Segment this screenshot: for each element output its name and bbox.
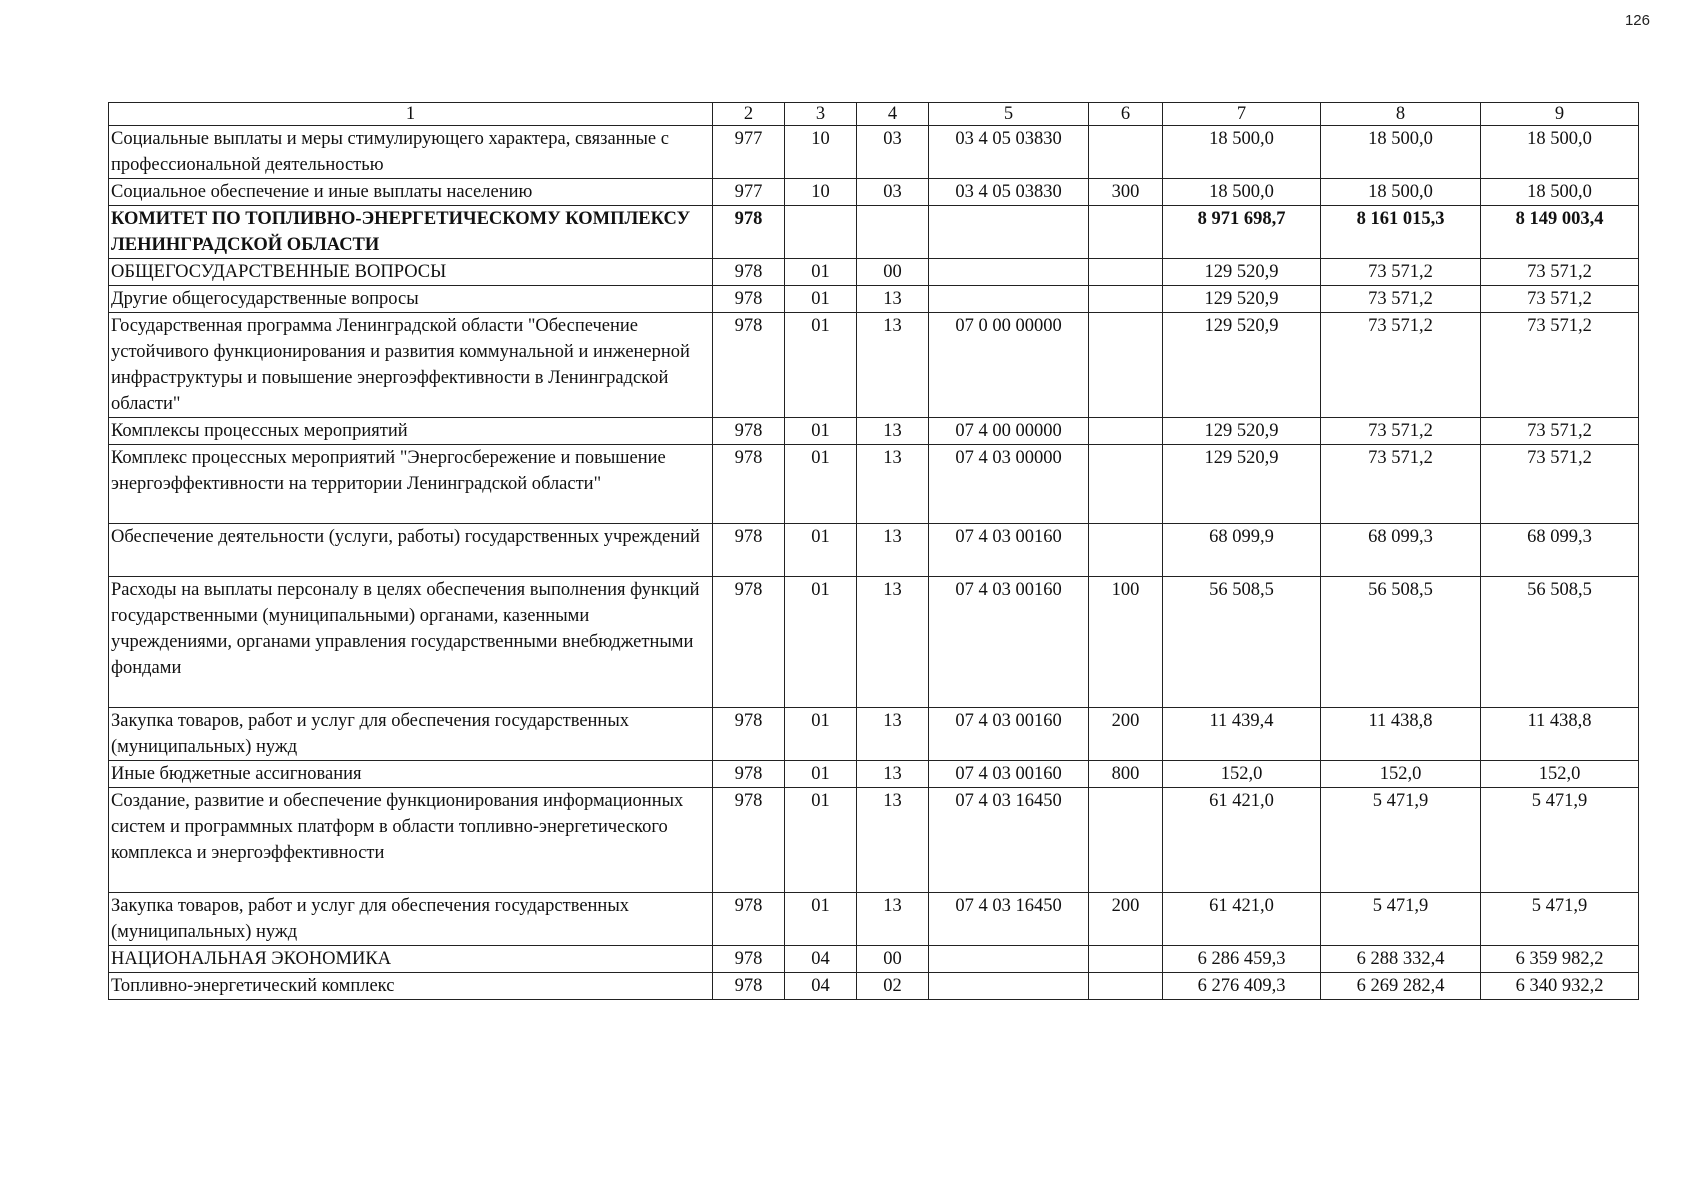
table-row [109, 126, 1639, 179]
amount-year2-cell: 5 471,9 [1321, 788, 1481, 893]
grbs-code-cell: 977 [713, 126, 785, 179]
target-article-cell [929, 286, 1089, 313]
target-article-cell: 07 4 03 00160 [929, 708, 1089, 761]
table-row [109, 418, 1639, 445]
amount-year2-cell: 73 571,2 [1321, 259, 1481, 286]
expense-type-cell [1089, 973, 1163, 1000]
subsection-code-cell: 03 [857, 179, 929, 206]
column-header: 5 [929, 103, 1089, 126]
expense-type-cell [1089, 259, 1163, 286]
amount-year3-cell: 5 471,9 [1481, 788, 1639, 893]
target-article-cell [929, 259, 1089, 286]
amount-year1-cell: 129 520,9 [1163, 313, 1321, 418]
amount-year1-cell: 68 099,9 [1163, 524, 1321, 577]
section-code-cell: 01 [785, 788, 857, 893]
grbs-code-cell: 978 [713, 893, 785, 946]
row-name-cell: Обеспечение деятельности (услуги, работы) государственных учреждений [109, 524, 713, 577]
grbs-code-cell: 977 [713, 179, 785, 206]
expense-type-cell [1089, 418, 1163, 445]
row-name-cell: Социальное обеспечение и иные выплаты населению [109, 179, 713, 206]
amount-year2-cell: 152,0 [1321, 761, 1481, 788]
amount-year2-cell: 73 571,2 [1321, 313, 1481, 418]
target-article-cell: 07 4 03 00160 [929, 577, 1089, 708]
table-row [109, 206, 1639, 259]
amount-year3-cell: 6 340 932,2 [1481, 973, 1639, 1000]
table-row [109, 946, 1639, 973]
table-header-row [109, 103, 1639, 126]
table-row [109, 524, 1639, 577]
page-number: 126 [1624, 12, 1650, 29]
amount-year2-cell: 5 471,9 [1321, 893, 1481, 946]
subsection-code-cell: 13 [857, 577, 929, 708]
amount-year2-cell: 18 500,0 [1321, 126, 1481, 179]
grbs-code-cell: 978 [713, 445, 785, 524]
amount-year3-cell: 68 099,3 [1481, 524, 1639, 577]
column-header: 2 [713, 103, 785, 126]
section-code-cell: 10 [785, 179, 857, 206]
grbs-code-cell: 978 [713, 973, 785, 1000]
section-code-cell: 01 [785, 893, 857, 946]
amount-year2-cell: 56 508,5 [1321, 577, 1481, 708]
target-article-cell: 07 0 00 00000 [929, 313, 1089, 418]
table-row [109, 577, 1639, 708]
amount-year2-cell: 6 288 332,4 [1321, 946, 1481, 973]
section-code-cell: 01 [785, 445, 857, 524]
amount-year3-cell: 6 359 982,2 [1481, 946, 1639, 973]
expense-type-cell: 300 [1089, 179, 1163, 206]
row-name-cell: Комплекс процессных мероприятий "Энергосбережение и повышение энергоэффективности на территории Ленинградской области" [109, 445, 713, 524]
column-header: 9 [1481, 103, 1639, 126]
column-header: 4 [857, 103, 929, 126]
amount-year2-cell: 8 161 015,3 [1321, 206, 1481, 259]
row-name-cell: Государственная программа Ленинградской области "Обеспечение устойчивого функционирования и развития коммунальной и инженерной инфраструктуры и повышение энергоэффективности в Ленинградской области" [109, 313, 713, 418]
row-name-cell: Создание, развитие и обеспечение функционирования информационных систем и программных платформ в области топливно-энергетического комплекса и энергоэффективности [109, 788, 713, 893]
amount-year2-cell: 6 269 282,4 [1321, 973, 1481, 1000]
table-row [109, 708, 1639, 761]
amount-year1-cell: 152,0 [1163, 761, 1321, 788]
target-article-cell: 03 4 05 03830 [929, 179, 1089, 206]
target-article-cell: 07 4 03 00000 [929, 445, 1089, 524]
target-article-cell [929, 946, 1089, 973]
amount-year1-cell: 129 520,9 [1163, 286, 1321, 313]
table-row [109, 788, 1639, 893]
amount-year3-cell: 152,0 [1481, 761, 1639, 788]
section-code-cell: 01 [785, 286, 857, 313]
expense-type-cell [1089, 286, 1163, 313]
amount-year3-cell: 11 438,8 [1481, 708, 1639, 761]
amount-year1-cell: 129 520,9 [1163, 259, 1321, 286]
section-code-cell [785, 206, 857, 259]
grbs-code-cell: 978 [713, 577, 785, 708]
table-row [109, 286, 1639, 313]
amount-year1-cell: 6 276 409,3 [1163, 973, 1321, 1000]
subsection-code-cell: 13 [857, 418, 929, 445]
section-code-cell: 01 [785, 313, 857, 418]
table-row [109, 179, 1639, 206]
row-name-cell: ОБЩЕГОСУДАРСТВЕННЫЕ ВОПРОСЫ [109, 259, 713, 286]
target-article-cell: 07 4 03 00160 [929, 761, 1089, 788]
grbs-code-cell: 978 [713, 313, 785, 418]
expense-type-cell [1089, 206, 1163, 259]
amount-year3-cell: 73 571,2 [1481, 286, 1639, 313]
amount-year3-cell: 73 571,2 [1481, 418, 1639, 445]
row-name-cell: Закупка товаров, работ и услуг для обеспечения государственных (муниципальных) нужд [109, 708, 713, 761]
expense-type-cell: 200 [1089, 708, 1163, 761]
subsection-code-cell: 00 [857, 259, 929, 286]
amount-year3-cell: 56 508,5 [1481, 577, 1639, 708]
expense-type-cell [1089, 313, 1163, 418]
subsection-code-cell: 03 [857, 126, 929, 179]
table-row [109, 893, 1639, 946]
grbs-code-cell: 978 [713, 788, 785, 893]
amount-year3-cell: 73 571,2 [1481, 313, 1639, 418]
row-name-cell: Социальные выплаты и меры стимулирующего характера, связанные с профессиональной деятельностью [109, 126, 713, 179]
amount-year3-cell: 73 571,2 [1481, 445, 1639, 524]
amount-year1-cell: 6 286 459,3 [1163, 946, 1321, 973]
section-code-cell: 01 [785, 708, 857, 761]
subsection-code-cell: 13 [857, 708, 929, 761]
expense-type-cell [1089, 445, 1163, 524]
amount-year1-cell: 18 500,0 [1163, 179, 1321, 206]
subsection-code-cell: 00 [857, 946, 929, 973]
amount-year3-cell: 18 500,0 [1481, 179, 1639, 206]
row-name-cell: Иные бюджетные ассигнования [109, 761, 713, 788]
grbs-code-cell: 978 [713, 946, 785, 973]
amount-year2-cell: 18 500,0 [1321, 179, 1481, 206]
grbs-code-cell: 978 [713, 259, 785, 286]
expense-type-cell: 800 [1089, 761, 1163, 788]
amount-year1-cell: 61 421,0 [1163, 788, 1321, 893]
column-header: 1 [109, 103, 713, 126]
column-header: 3 [785, 103, 857, 126]
target-article-cell [929, 206, 1089, 259]
target-article-cell: 07 4 03 16450 [929, 788, 1089, 893]
subsection-code-cell: 13 [857, 761, 929, 788]
amount-year1-cell: 129 520,9 [1163, 445, 1321, 524]
target-article-cell [929, 973, 1089, 1000]
budget-table [108, 102, 1639, 1000]
amount-year2-cell: 11 438,8 [1321, 708, 1481, 761]
section-code-cell: 01 [785, 524, 857, 577]
subsection-code-cell: 13 [857, 445, 929, 524]
amount-year2-cell: 73 571,2 [1321, 418, 1481, 445]
grbs-code-cell: 978 [713, 418, 785, 445]
column-header: 8 [1321, 103, 1481, 126]
amount-year1-cell: 18 500,0 [1163, 126, 1321, 179]
section-code-cell: 01 [785, 577, 857, 708]
target-article-cell: 07 4 03 16450 [929, 893, 1089, 946]
amount-year1-cell: 129 520,9 [1163, 418, 1321, 445]
amount-year2-cell: 73 571,2 [1321, 286, 1481, 313]
row-name-cell: НАЦИОНАЛЬНАЯ ЭКОНОМИКА [109, 946, 713, 973]
target-article-cell: 07 4 03 00160 [929, 524, 1089, 577]
expense-type-cell [1089, 524, 1163, 577]
section-code-cell: 01 [785, 761, 857, 788]
amount-year3-cell: 8 149 003,4 [1481, 206, 1639, 259]
expense-type-cell: 100 [1089, 577, 1163, 708]
amount-year3-cell: 18 500,0 [1481, 126, 1639, 179]
row-name-cell: Расходы на выплаты персоналу в целях обеспечения выполнения функций государственными (муниципальными) органами, казенными учреждениями, органами управления государственными внебюджетными фондами [109, 577, 713, 708]
expense-type-cell: 200 [1089, 893, 1163, 946]
subsection-code-cell: 13 [857, 313, 929, 418]
row-name-cell: КОМИТЕТ ПО ТОПЛИВНО-ЭНЕРГЕТИЧЕСКОМУ КОМПЛЕКСУ ЛЕНИНГРАДСКОЙ ОБЛАСТИ [109, 206, 713, 259]
expense-type-cell [1089, 946, 1163, 973]
amount-year2-cell: 68 099,3 [1321, 524, 1481, 577]
target-article-cell: 03 4 05 03830 [929, 126, 1089, 179]
row-name-cell: Комплексы процессных мероприятий [109, 418, 713, 445]
amount-year2-cell: 73 571,2 [1321, 445, 1481, 524]
row-name-cell: Закупка товаров, работ и услуг для обеспечения государственных (муниципальных) нужд [109, 893, 713, 946]
grbs-code-cell: 978 [713, 524, 785, 577]
amount-year1-cell: 61 421,0 [1163, 893, 1321, 946]
section-code-cell: 10 [785, 126, 857, 179]
row-name-cell: Топливно-энергетический комплекс [109, 973, 713, 1000]
column-header: 6 [1089, 103, 1163, 126]
expense-type-cell [1089, 126, 1163, 179]
subsection-code-cell: 13 [857, 893, 929, 946]
subsection-code-cell: 13 [857, 286, 929, 313]
subsection-code-cell: 02 [857, 973, 929, 1000]
table-row [109, 259, 1639, 286]
row-name-cell: Другие общегосударственные вопросы [109, 286, 713, 313]
amount-year1-cell: 56 508,5 [1163, 577, 1321, 708]
grbs-code-cell: 978 [713, 206, 785, 259]
section-code-cell: 01 [785, 259, 857, 286]
amount-year3-cell: 5 471,9 [1481, 893, 1639, 946]
amount-year1-cell: 11 439,4 [1163, 708, 1321, 761]
section-code-cell: 04 [785, 973, 857, 1000]
column-header: 7 [1163, 103, 1321, 126]
grbs-code-cell: 978 [713, 286, 785, 313]
table-row [109, 973, 1639, 1000]
section-code-cell: 04 [785, 946, 857, 973]
section-code-cell: 01 [785, 418, 857, 445]
grbs-code-cell: 978 [713, 708, 785, 761]
table-row [109, 761, 1639, 788]
expense-type-cell [1089, 788, 1163, 893]
amount-year3-cell: 73 571,2 [1481, 259, 1639, 286]
table-row [109, 445, 1639, 524]
amount-year1-cell: 8 971 698,7 [1163, 206, 1321, 259]
target-article-cell: 07 4 00 00000 [929, 418, 1089, 445]
grbs-code-cell: 978 [713, 761, 785, 788]
subsection-code-cell [857, 206, 929, 259]
subsection-code-cell: 13 [857, 788, 929, 893]
table-row [109, 313, 1639, 418]
subsection-code-cell: 13 [857, 524, 929, 577]
